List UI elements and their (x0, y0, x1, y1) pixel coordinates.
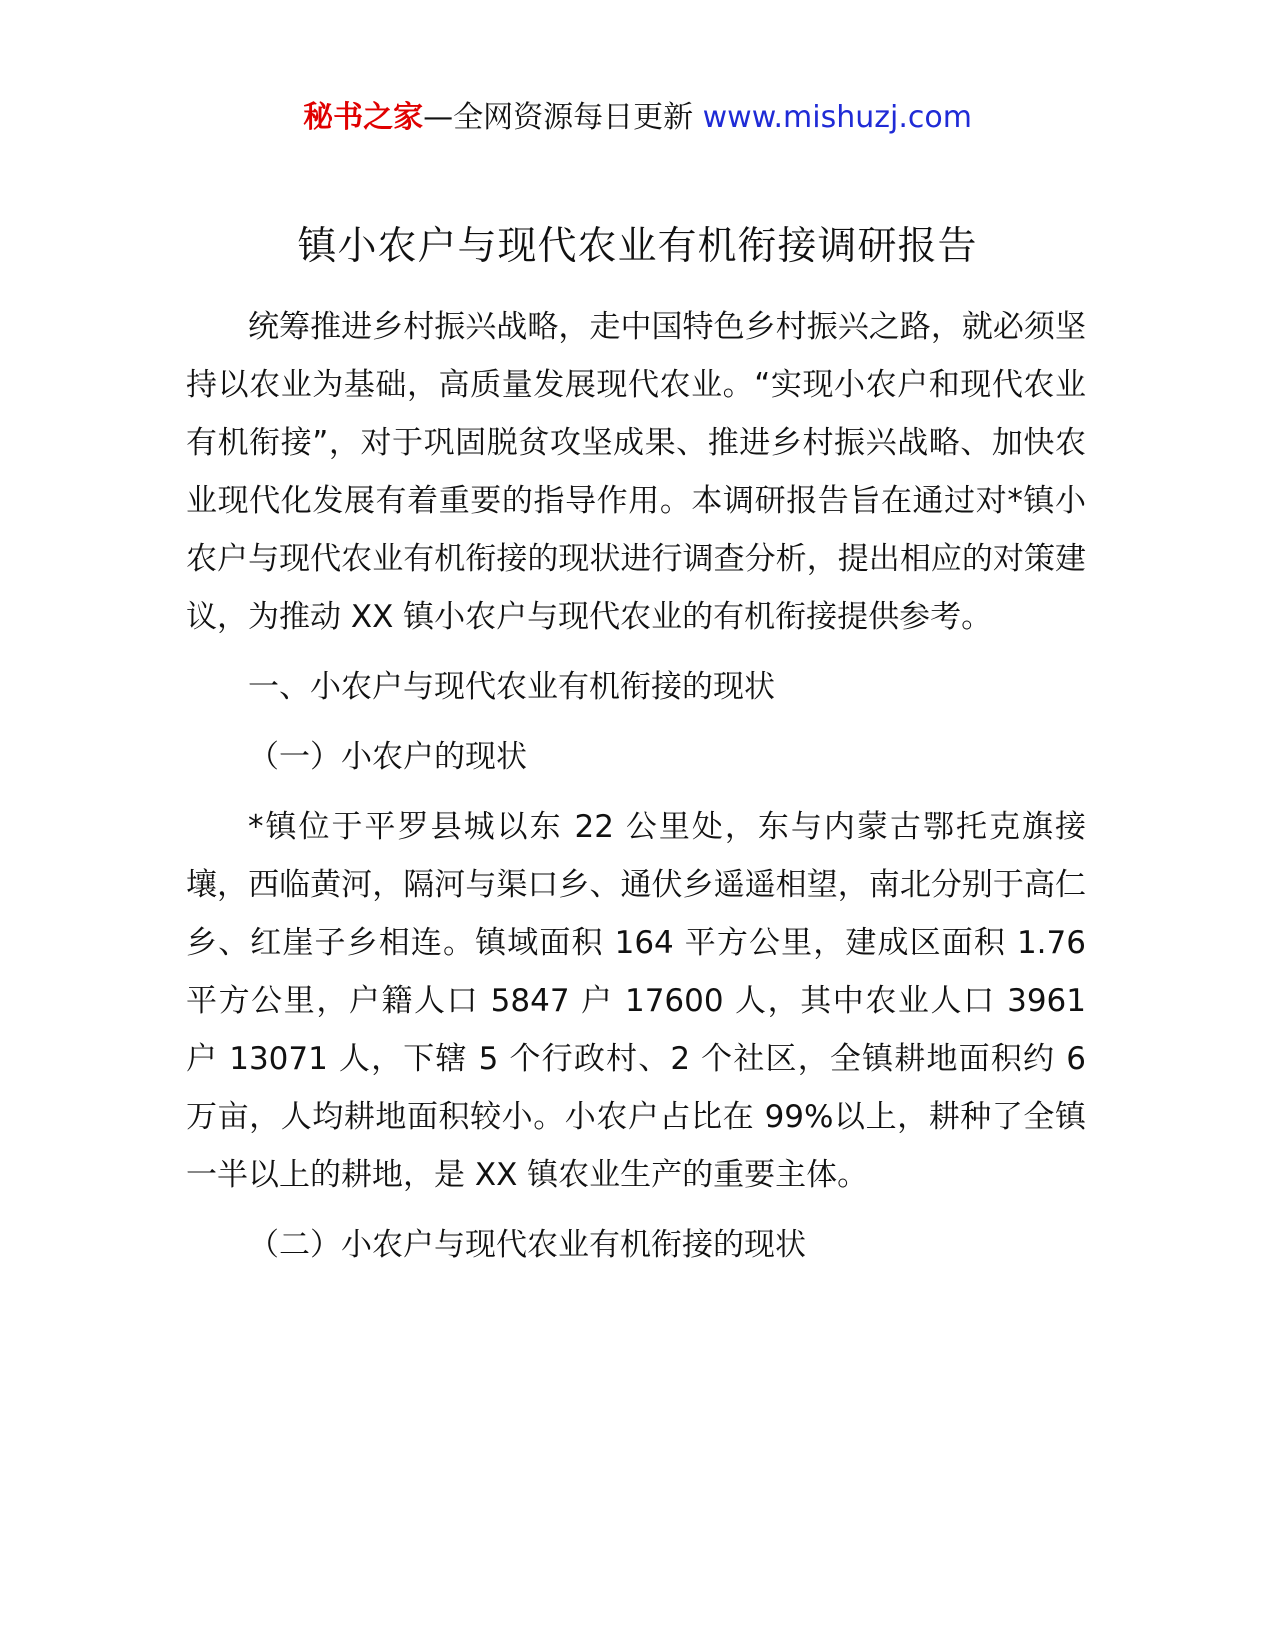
intro-paragraph: 统筹推进乡村振兴战略，走中国特色乡村振兴之路，就必须坚持以农业为基础，高质量发展现代农业。“实现小农户和现代农业有机衔接”，对于巩固脱贫攻坚成果、推进乡村振兴战略、加快农业现代化发展有着重要的指导作用。本调研报告旨在通过对*镇小农户与现代农业有机衔接的现状进行调查分析，提出相应的对策建议，为推动 XX 镇小农户与现代农业的有机衔接提供参考。 (186, 309, 1086, 635)
site-brand: 秘书之家 (303, 100, 424, 135)
site-header (0, 98, 1275, 138)
section-heading-1: 一、小农户与现代农业有机衔接的现状 (248, 669, 775, 705)
site-tagline: —全网资源每日更新 (423, 100, 703, 135)
subsection-heading-2: （二）小农户与现代农业有机衔接的现状 (248, 1227, 806, 1263)
site-url-link[interactable]: www.mishuzj.com (702, 100, 972, 135)
subsection-heading-1: （一）小农户的现状 (248, 739, 527, 775)
document-body (186, 298, 1086, 1286)
document-title: 镇小农户与现代农业有机衔接调研报告 (297, 224, 978, 269)
subsection-1-paragraph: *镇位于平罗县城以东 22 公里处，东与内蒙古鄂托克旗接壤，西临黄河，隔河与渠口乡、通伏乡遥遥相望，南北分别于高仁乡、红崖子乡相连。镇域面积 164 平方公里，建成区面积 1.76 平方公里，户籍人口 5847 户 17600 人，其中农业人口 3961 户 13071 人，下辖 5 个行政村、2 个社区，全镇耕地面积约 6 万亩，人均耕地面积较小。小农户占比在 99%以上，耕种了全镇一半以上的耕地，是 XX 镇农业生产的重要主体。 (186, 809, 1086, 1193)
